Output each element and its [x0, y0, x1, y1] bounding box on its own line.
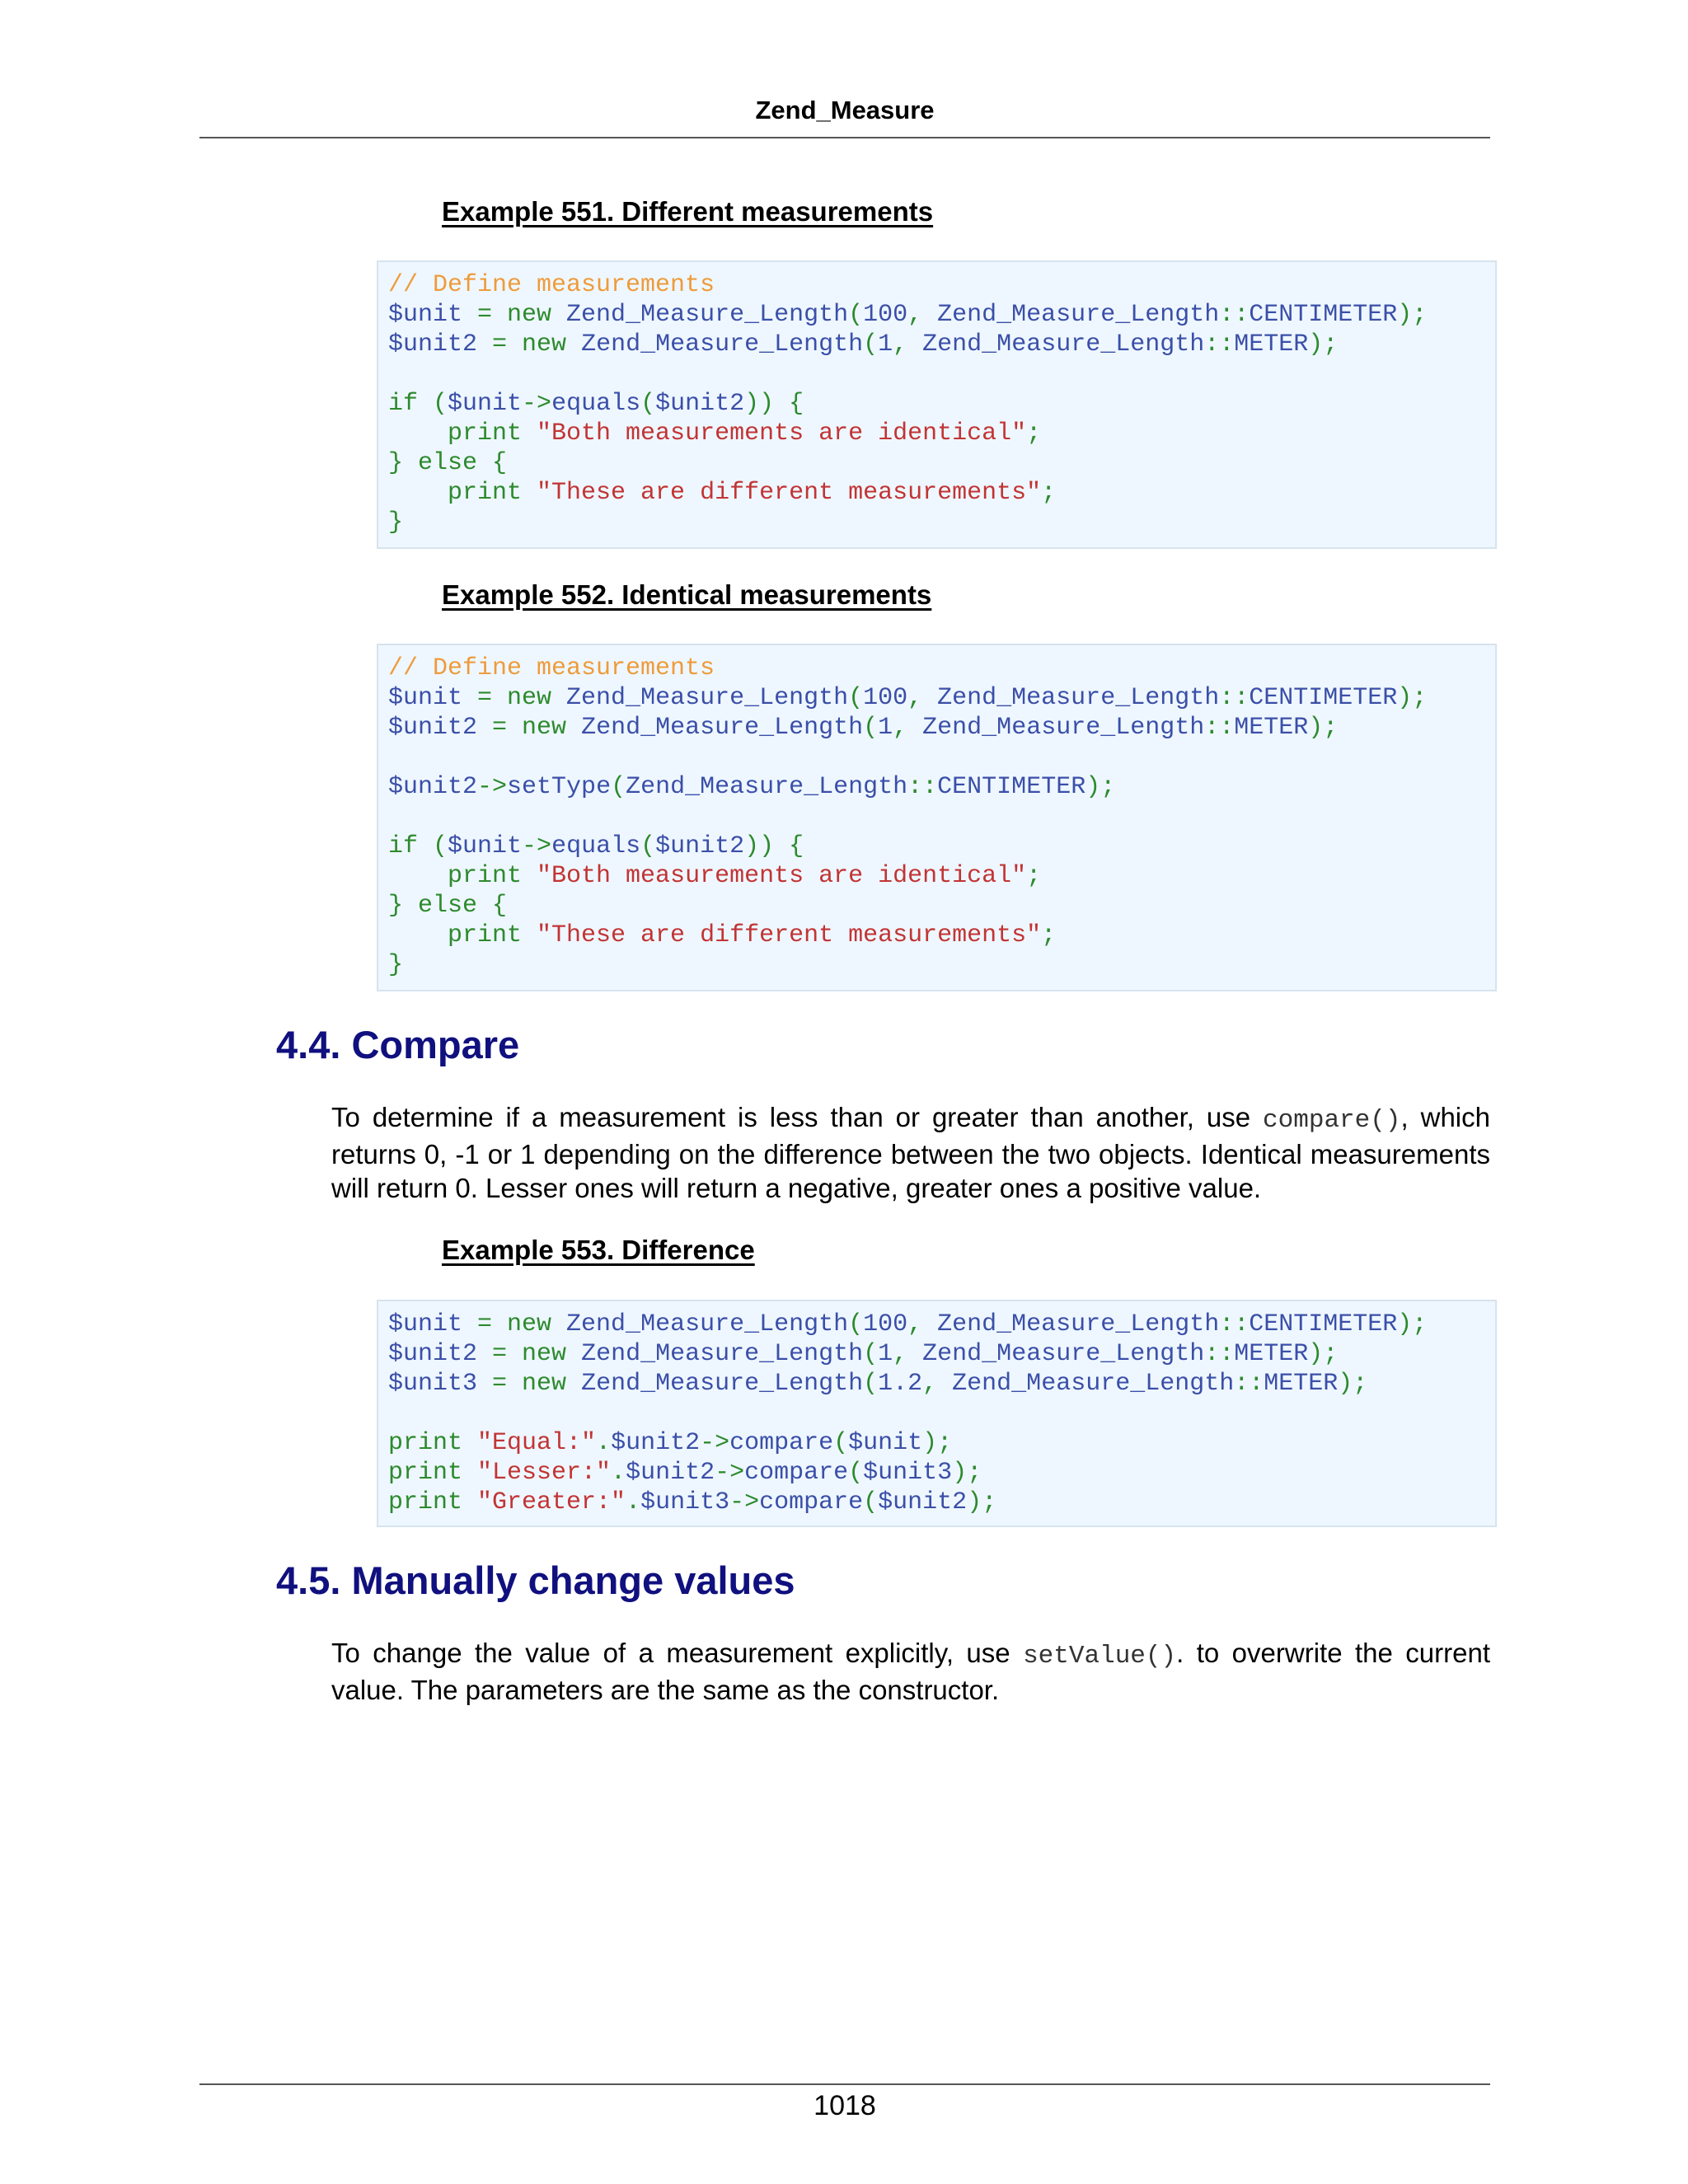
code-token: (	[640, 390, 656, 418]
code-token: ;	[1041, 479, 1057, 507]
code-token: 100	[863, 301, 908, 329]
code-token: ::	[1219, 684, 1250, 712]
code-line	[388, 950, 1495, 980]
code-token: );	[1308, 1340, 1339, 1368]
code-token: ,	[907, 1310, 938, 1338]
code-token: new	[522, 714, 567, 742]
code-line	[388, 921, 1495, 950]
code-token: Zend_Measure_Length	[551, 1310, 849, 1338]
code-line	[388, 1310, 1495, 1339]
code-token: ,	[893, 1340, 923, 1368]
code-token: print	[388, 1429, 463, 1457]
code-token: );	[1308, 330, 1339, 359]
code-token: // Define measurements	[388, 271, 715, 299]
footer-rule	[199, 2083, 1490, 2085]
code-token: $unit	[448, 832, 523, 860]
code-token: }	[388, 449, 419, 477]
code-token: }	[388, 509, 404, 537]
header-rule	[199, 137, 1490, 138]
code-token: setType	[507, 773, 612, 801]
code-token: Zend_Measure_Length	[566, 714, 864, 742]
code-token: new	[507, 1310, 552, 1338]
code-token: 100	[863, 684, 908, 712]
code-token: ->	[729, 1488, 760, 1516]
code-token: "These are different measurements"	[522, 921, 1042, 949]
code-token: (	[863, 1488, 879, 1516]
inline-code-compare: compare()	[1263, 1106, 1401, 1135]
code-token: Zend_Measure_Length	[551, 301, 849, 329]
code-token: CENTIMETER	[937, 773, 1086, 801]
inline-code-setvalue: setValue()	[1023, 1642, 1177, 1671]
code-line	[388, 270, 1495, 300]
code-line	[388, 772, 1495, 802]
code-token: (	[848, 1310, 864, 1338]
code-line	[388, 330, 1495, 359]
code-token: new	[522, 1370, 567, 1398]
code-token: equals	[551, 832, 641, 860]
code-block-example-552	[377, 644, 1497, 991]
code-token: (	[863, 1340, 879, 1368]
code-token: METER	[1264, 1370, 1339, 1398]
section-heading-manually-change-values: 4.5. Manually change values	[276, 1558, 795, 1602]
code-token: =	[477, 1370, 523, 1398]
code-token: ->	[522, 390, 552, 418]
code-line	[388, 1458, 1495, 1488]
code-token: "Greater:"	[462, 1488, 626, 1516]
page-number: 1018	[814, 2090, 876, 2121]
code-token: $unit2	[388, 1340, 478, 1368]
code-token: );	[1397, 684, 1428, 712]
code-token: print	[388, 1488, 463, 1516]
code-token: compare	[744, 1459, 849, 1487]
code-token: ::	[907, 773, 938, 801]
code-token: print	[388, 1459, 463, 1487]
code-token: =	[462, 301, 508, 329]
code-token: ;	[1026, 862, 1042, 890]
code-token: );	[1085, 773, 1116, 801]
code-token: );	[922, 1429, 953, 1457]
code-token: ::	[1204, 330, 1235, 359]
code-token: if	[388, 832, 419, 860]
code-line	[388, 419, 1495, 448]
code-token: METER	[1234, 330, 1309, 359]
code-token: Zend_Measure_Length	[937, 684, 1220, 712]
code-token: ::	[1204, 1340, 1235, 1368]
code-token: new	[507, 684, 552, 712]
code-token: {	[477, 892, 508, 920]
code-token: $unit2	[611, 1429, 701, 1457]
code-token: $unit2	[388, 773, 478, 801]
code-token: Zend_Measure_Length	[566, 330, 864, 359]
code-token: $unit2	[388, 330, 478, 359]
code-token: $unit	[388, 1310, 463, 1338]
code-token: }	[388, 951, 404, 979]
code-token: ->	[700, 1429, 730, 1457]
code-token: 1	[878, 330, 893, 359]
code-line	[388, 448, 1495, 478]
code-token: Zend_Measure_Length	[952, 1370, 1235, 1398]
code-token: =	[477, 1340, 523, 1368]
code-token: (	[848, 1459, 864, 1487]
code-token: ::	[1234, 1370, 1264, 1398]
code-token: "Lesser:"	[462, 1459, 612, 1487]
code-token: ;	[1041, 921, 1057, 949]
example-552-title: Example 552. Identical measurements	[442, 579, 932, 610]
code-token: ->	[715, 1459, 745, 1487]
code-token: Zend_Measure_Length	[551, 684, 849, 712]
code-line	[388, 1399, 1495, 1428]
running-header: Zend_Measure	[755, 96, 935, 124]
code-token: $unit	[448, 390, 523, 418]
code-token: $unit2	[655, 832, 745, 860]
code-token: ,	[907, 301, 938, 329]
code-token: $unit	[388, 684, 463, 712]
code-token: (	[418, 832, 448, 860]
code-token: 1.2	[878, 1370, 923, 1398]
code-token: Zend_Measure_Length	[937, 301, 1220, 329]
code-token: METER	[1234, 1340, 1309, 1368]
code-token: (	[848, 684, 864, 712]
code-token: ::	[1219, 1310, 1250, 1338]
code-token: compare	[729, 1429, 834, 1457]
code-token: Zend_Measure_Length	[922, 1340, 1205, 1368]
code-token: $unit3	[388, 1370, 478, 1398]
paragraph-compare	[331, 1100, 1490, 1205]
code-token: equals	[551, 390, 641, 418]
code-token: =	[462, 684, 508, 712]
code-token: Zend_Measure_Length	[922, 330, 1205, 359]
code-line	[388, 1488, 1495, 1517]
code-token: );	[1397, 1310, 1428, 1338]
code-line	[388, 1369, 1495, 1399]
code-token: .	[611, 1459, 626, 1487]
code-token: (	[863, 330, 879, 359]
code-token: .	[596, 1429, 612, 1457]
code-token: ,	[907, 684, 938, 712]
code-token: Zend_Measure_Length	[922, 714, 1205, 742]
code-token: {	[477, 449, 508, 477]
code-token: 1	[878, 1340, 893, 1368]
code-token: else	[418, 892, 478, 920]
code-token: );	[1308, 714, 1339, 742]
code-token: (	[833, 1429, 849, 1457]
example-553-title: Example 553. Difference	[442, 1235, 755, 1265]
section-heading-compare: 4.4. Compare	[276, 1023, 520, 1066]
code-line	[388, 1339, 1495, 1369]
code-token: $unit3	[640, 1488, 730, 1516]
code-token: =	[477, 714, 523, 742]
code-block-example-551	[377, 260, 1497, 549]
code-token: );	[1338, 1370, 1368, 1398]
code-token: ->	[522, 832, 552, 860]
code-token: (	[640, 832, 656, 860]
code-token: );	[967, 1488, 997, 1516]
code-token: ::	[1219, 301, 1250, 329]
code-token: $unit	[848, 1429, 923, 1457]
code-token: CENTIMETER	[1249, 1310, 1398, 1338]
code-token: Zend_Measure_Length	[937, 1310, 1220, 1338]
code-line	[388, 300, 1495, 330]
code-token: CENTIMETER	[1249, 684, 1398, 712]
code-token: $unit2	[878, 1488, 968, 1516]
code-token: new	[522, 330, 567, 359]
code-token: Zend_Measure_Length	[566, 1340, 864, 1368]
code-token: =	[477, 330, 523, 359]
code-token: print	[388, 921, 523, 949]
code-line	[388, 654, 1495, 683]
code-line	[388, 802, 1495, 832]
code-token: "Both measurements are identical"	[522, 862, 1027, 890]
code-token: ,	[922, 1370, 953, 1398]
paragraph-text: To determine if a measurement is less than or greater than another, use	[331, 1102, 1264, 1132]
code-token: else	[418, 449, 478, 477]
code-token: ;	[1026, 419, 1042, 448]
code-token: print	[388, 419, 523, 448]
code-token: .	[626, 1488, 641, 1516]
code-line	[388, 832, 1495, 861]
code-token: (	[611, 773, 626, 801]
code-line	[388, 861, 1495, 891]
code-line	[388, 743, 1495, 772]
code-line	[388, 389, 1495, 419]
code-token: $unit2	[626, 1459, 715, 1487]
code-token: print	[388, 479, 523, 507]
code-line	[388, 891, 1495, 921]
code-token: 100	[863, 1310, 908, 1338]
paragraph-text: . to overwrite the current value. The parameters are the same as the constructor.	[331, 1638, 1490, 1705]
code-token: $unit	[388, 301, 463, 329]
code-token: print	[388, 862, 523, 890]
paragraph-text: To change the value of a measurement explicitly, use	[331, 1638, 1024, 1668]
code-token: ::	[1204, 714, 1235, 742]
code-token: compare	[759, 1488, 864, 1516]
code-token: )) {	[744, 390, 804, 418]
code-token: "These are different measurements"	[522, 479, 1042, 507]
code-token: (	[863, 1370, 879, 1398]
code-line	[388, 359, 1495, 389]
code-token: (	[863, 714, 879, 742]
code-token: "Both measurements are identical"	[522, 419, 1027, 448]
code-token: 1	[878, 714, 893, 742]
code-token: CENTIMETER	[1249, 301, 1398, 329]
code-token: new	[522, 1340, 567, 1368]
code-token: if	[388, 390, 419, 418]
code-line	[388, 1428, 1495, 1458]
code-token: $unit2	[655, 390, 745, 418]
example-551-title: Example 551. Different measurements	[442, 196, 934, 227]
paragraph-text: , which returns 0, -1 or 1 depending on the difference between the two objects. Identical measurements will return 0. Lesser ones will return a negative, greater ones a positive value.	[331, 1102, 1490, 1203]
code-token: $unit2	[388, 714, 478, 742]
code-token: new	[507, 301, 552, 329]
code-line	[388, 508, 1495, 537]
code-token: // Define measurements	[388, 654, 715, 682]
code-token: METER	[1234, 714, 1309, 742]
code-token: $unit3	[863, 1459, 953, 1487]
code-token: );	[1397, 301, 1428, 329]
code-token: ->	[477, 773, 508, 801]
code-token: (	[848, 301, 864, 329]
code-token: Zend_Measure_Length	[626, 773, 908, 801]
code-line	[388, 683, 1495, 713]
code-token: (	[418, 390, 448, 418]
code-block-example-553	[377, 1300, 1497, 1527]
code-token: "Equal:"	[462, 1429, 597, 1457]
code-token: ,	[893, 714, 923, 742]
code-token: =	[462, 1310, 508, 1338]
code-token: Zend_Measure_Length	[566, 1370, 864, 1398]
code-line	[388, 478, 1495, 508]
code-line	[388, 713, 1495, 743]
paragraph-manually-change-values	[331, 1636, 1490, 1707]
code-token: }	[388, 892, 419, 920]
code-token: )) {	[744, 832, 804, 860]
code-token: );	[952, 1459, 982, 1487]
code-token: ,	[893, 330, 923, 359]
